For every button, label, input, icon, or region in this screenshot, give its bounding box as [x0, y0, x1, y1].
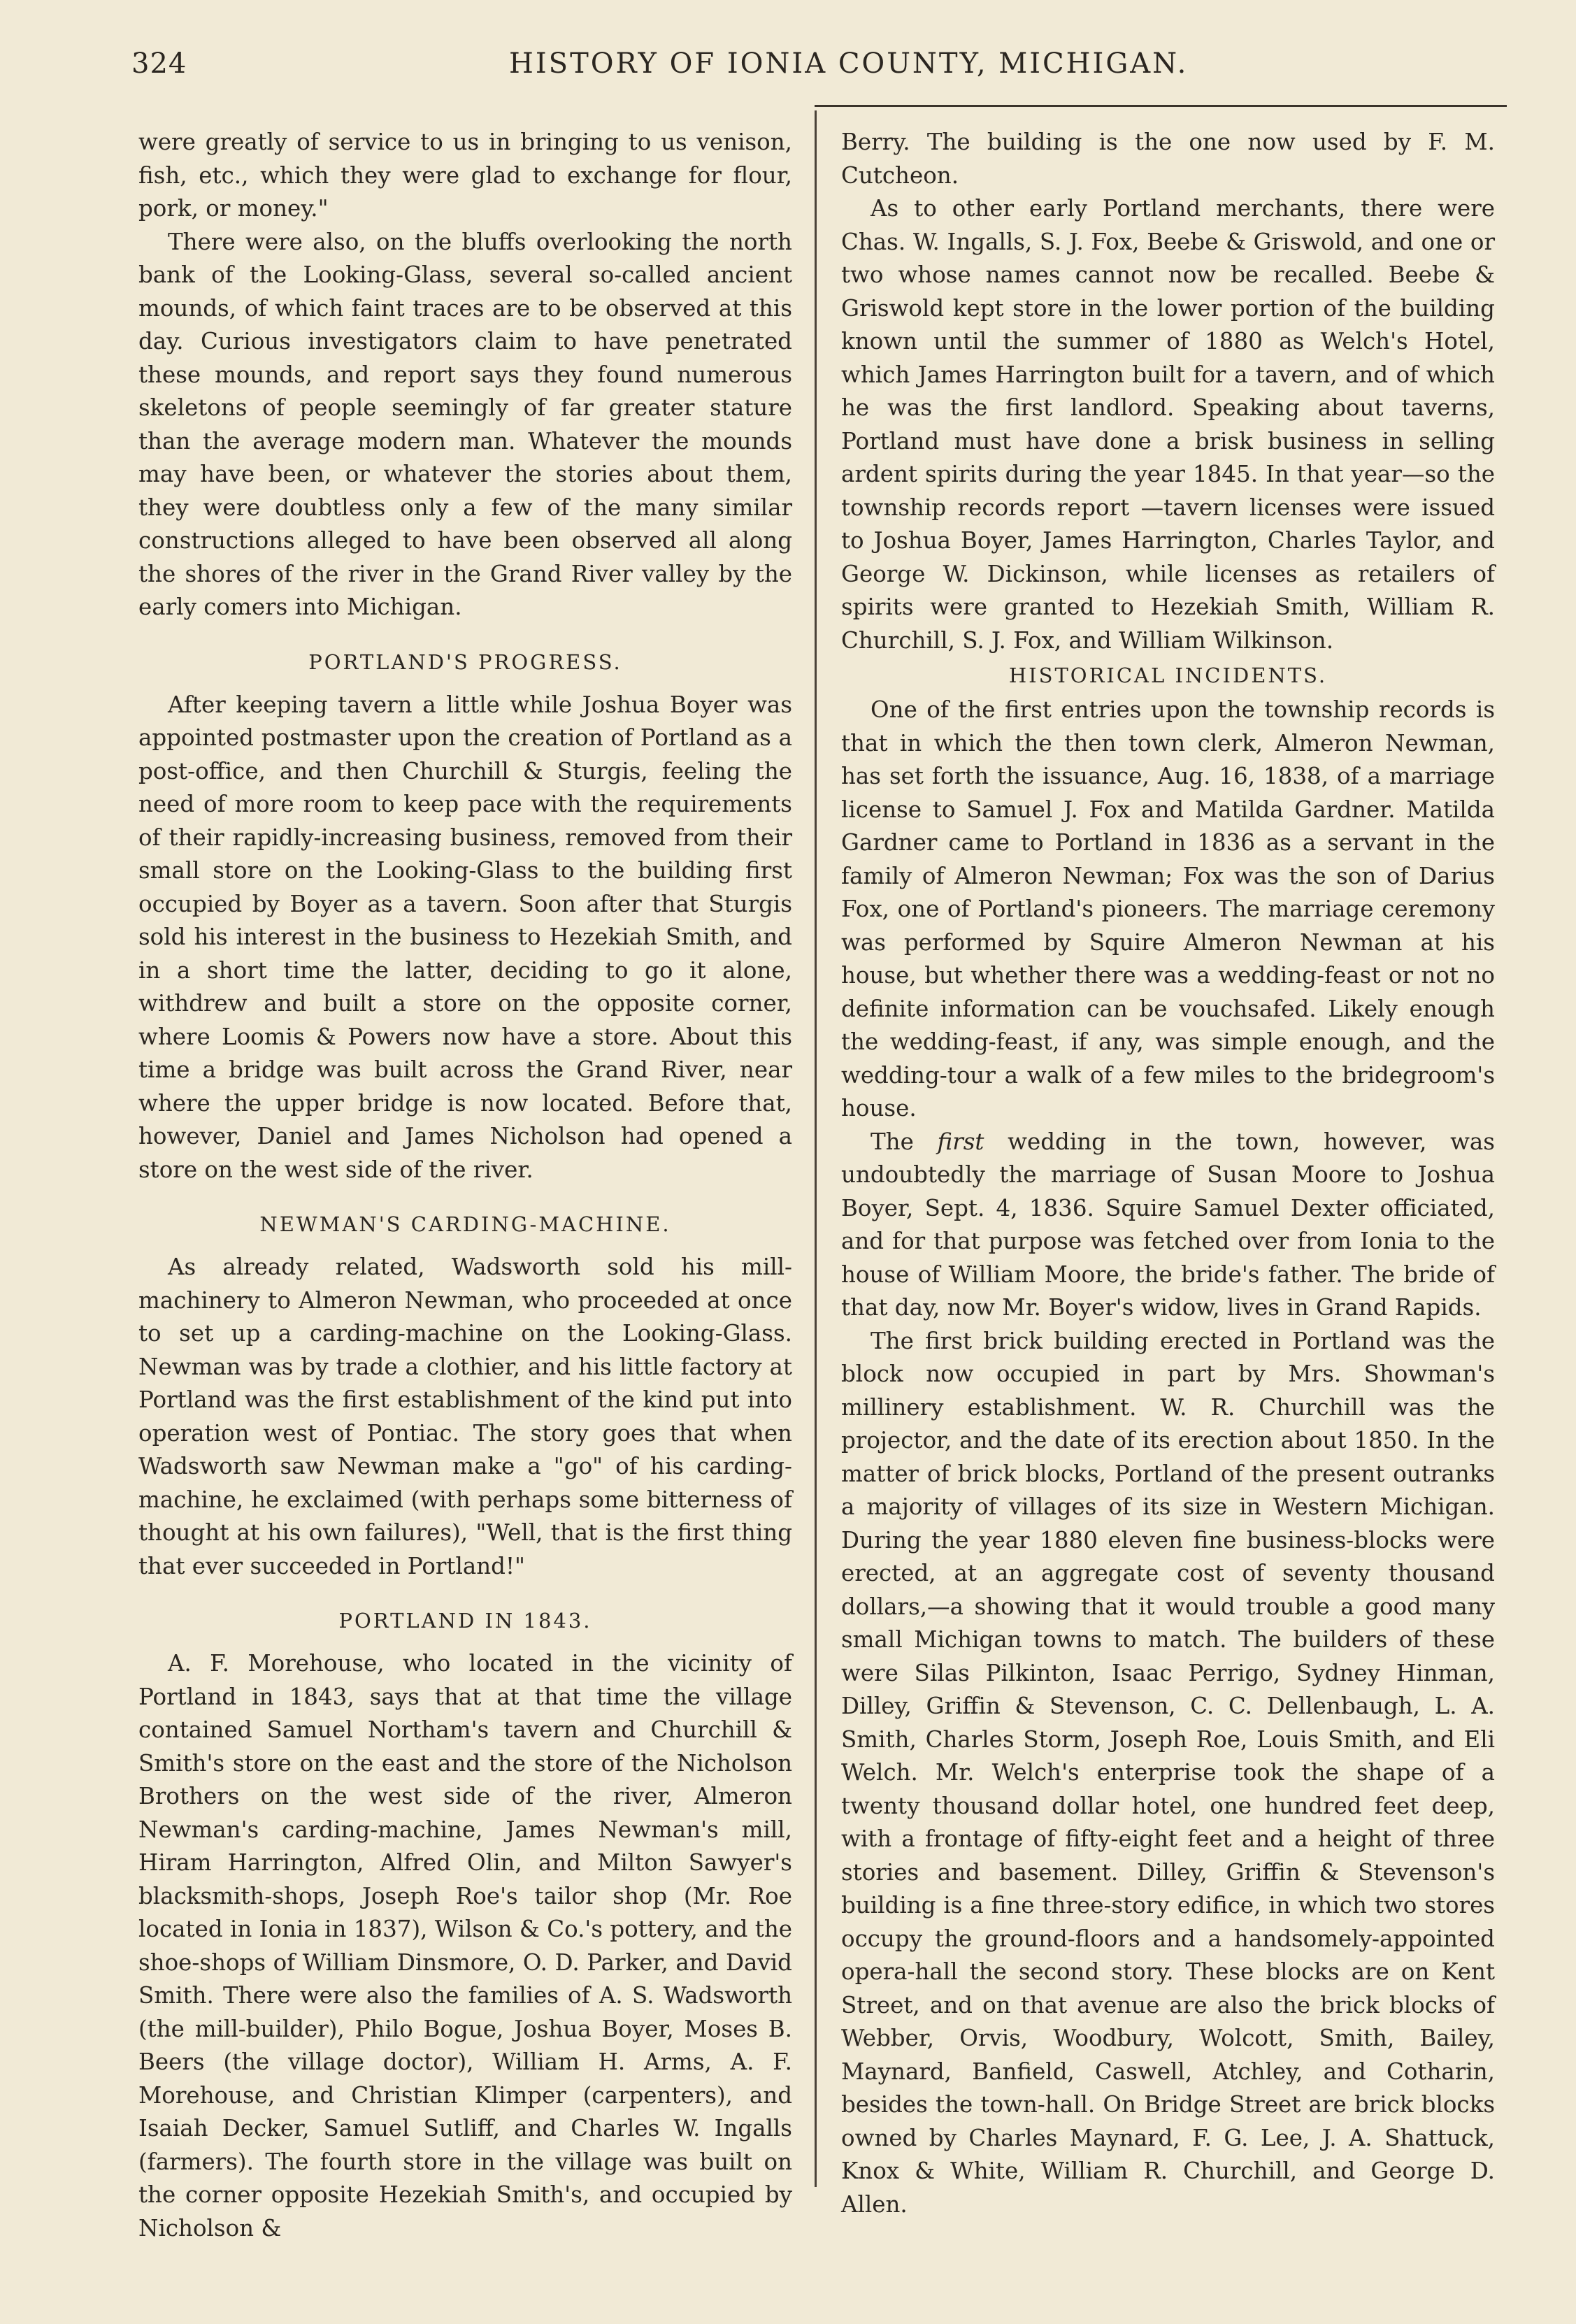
header-rule [815, 105, 1507, 107]
paragraph: One of the first entries upon the township records is that in which the then town clerk, Almeron Newman, has set forth the issuance, Aug. 16, 1838, of a marriage license to Samuel J. Fox and Matilda Gardner. Matilda Gardner came to Portland in 1836 as a servant in the family of Almeron Newman; Fox was the son of Darius Fox, one of Portland's pioneers. The marriage ceremony was performed by Squire Almeron Newman at his house, but whether there was a wedding-feast or not no definite information can be vouchsafed. Likely enough the wedding-feast, if any, was simple enough, and the wedding-tour a walk of a few miles to the bridegroom's house. [841, 696, 1495, 1121]
column-divider [815, 110, 817, 2187]
paragraph [841, 1126, 1495, 1325]
paragraph: The first brick building erected in Portland was the block now occupied in part by Mrs. Showman's millinery establishment. W. R. Churchill was the projector, and the date of its erection about 1850. In the matter of brick blocks, Portland of the present outranks a majority of villages of its size in Western Michigan. During the year 1880 eleven fine business-blocks were erected, at an aggregate cost of seventy thousand dollars,—a showing that it would trouble a good many small Michigan towns to match. The builders of these were Silas Pilkinton, Isaac Perrigo, Sydney Hinman, Dilley, Griffin & Stevenson, C. C. Dellenbaugh, L. A. Smith, Charles Storm, Joseph Roe, Louis Smith, and Eli Welch. Mr. Welch's enterprise took the shape of a twenty thousand dollar hotel, one hundred feet deep, with a frontage of fifty-eight feet and a height of three stories and basement. Dilley, Griffin & Stevenson's building is a fine three-story edifice, in which two stores occupy the ground-floors and a handsomely-appointed opera-hall the second story. These blocks are on Kent Street, and on that avenue are also the brick blocks of Webber, Orvis, Woodbury, Wolcott, Smith, Bailey, Maynard, Banfield, Caswell, Atchley, and Cotharin, besides the town-hall. On Bridge Street are brick blocks owned by Charles Maynard, F. G. Lee, J. A. Shattuck, Knox & White, William R. Churchill, and George D. Allen. [841, 1327, 1495, 2218]
paragraph: A. F. Morehouse, who located in the vicinity of Portland in 1843, says that at that time the village contained Samuel Northam's tavern and Churchill & Smith's store on the east and the store of the Nicholson Brothers on the west side of the river, Almeron Newman's carding-machine, James Newman's mill, Hiram Harrington, Alfred Olin, and Milton Sawyer's blacksmith-shops, Joseph Roe's tailor shop (Mr. Roe located in Ionia in 1837), Wilson & Co.'s pottery, and the shoe-shops of William Dinsmore, O. D. Parker, and David Smith. There were also the families of A. S. Wadsworth (the mill-builder), Philo Bogue, Joshua Boyer, Moses B. Beers (the village doctor), William H. Arms, A. F. Morehouse, and Christian Klimper (carpenters), and Isaiah Decker, Samuel Sutliff, and Charles W. Ingalls (farmers). The fourth store in the village was built on the corner opposite Hezekiah Smith's, and occupied by Nicholson & [138, 1650, 792, 2241]
running-title: HISTORY OF IONIA COUNTY, MICHIGAN. [509, 48, 1189, 80]
section-heading: PORTLAND'S PROGRESS. [308, 650, 622, 674]
paragraph: As already related, Wadsworth sold his mill-machinery to Almeron Newman, who proceeded at once to set up a carding-machine on the Looking-Glass. Newman was by trade a clothier, and his little factory at Portland was the first establishment of the kind put into operation west of Pontiac. The story goes that when Wadsworth saw Newman make a "go" of his carding-machine, he exclaimed (with perhaps some bitterness of thought at his own failures), "Well, that is the first thing that ever succeeded in Portland!" [138, 1254, 792, 1579]
paragraph: Berry. The building is the one now used by F. M. Cutcheon. [841, 129, 1495, 189]
paragraph: After keeping tavern a little while Joshua Boyer was appointed postmaster upon the creation of Portland as a post-office, and then Churchill & Sturgis, feeling the need of more room to keep pace with the requirements of their rapidly-increasing business, removed from their small store on the Looking-Glass to the building first occupied by Boyer as a tavern. Soon after that Sturgis sold his interest in the business to Hezekiah Smith, and in a short time the latter, deciding to go it alone, withdrew and built a store on the opposite corner, where Loomis & Powers now have a store. About this time a bridge was built across the Grand River, near where the upper bridge is now located. Before that, however, Daniel and James Nicholson had opened a store on the west side of the river. [138, 691, 792, 1183]
paragraph: There were also, on the bluffs overlooking the north bank of the Looking-Glass, several so-called ancient mounds, of which faint traces are to be observed at this day. Curious investigators claim to have penetrated these mounds, and report says they found numerous skeletons of people seemingly of far greater stature than the average modern man. Whatever the mounds may have been, or whatever the stories about them, they were doubtless only a few of the many similar constructions alleged to have been observed all along the shores of the river in the Grand River valley by the early comers into Michigan. [138, 228, 792, 620]
section-heading: HISTORICAL INCIDENTS. [1008, 664, 1328, 687]
text-run: The [871, 1128, 938, 1155]
text-run: wedding in the town, however, was undoubtedly the marriage of Susan Moore to Joshua Boyer, Sept. 4, 1836. Squire Samuel Dexter officiated, and for that purpose was fetched over from Ionia to the house of William Moore, the bride's father. The bride of that day, now Mr. Boyer's widow, lives in Grand Rapids. [841, 1128, 1495, 1321]
emphasis-first: first [937, 1128, 984, 1155]
right-column [841, 126, 1495, 2221]
section-heading: NEWMAN'S CARDING-MACHINE. [259, 1212, 671, 1236]
page-header [131, 42, 1502, 91]
page-number: 324 [131, 48, 187, 80]
paragraph: were greatly of service to us in bringing to us venison, fish, etc., which they were glad to exchange for flour, pork, or money." [138, 129, 792, 222]
section-heading: PORTLAND IN 1843. [338, 1609, 592, 1633]
paragraph: As to other early Portland merchants, there were Chas. W. Ingalls, S. J. Fox, Beebe & Griswold, and one or two whose names cannot now be recalled. Beebe & Griswold kept store in the lower portion of the building known until the summer of 1880 as Welch's Hotel, which James Harrington built for a tavern, and of which he was the first landlord. Speaking about taverns, Portland must have done a brisk business in selling ardent spirits during the year 1845. In that year—so the township records report —tavern licenses were issued to Joshua Boyer, James Harrington, Charles Taylor, and George W. Dickinson, while licenses as retailers of spirits were granted to Hezekiah Smith, William R. Churchill, S. J. Fox, and William Wilkinson. [841, 195, 1495, 654]
left-column [138, 126, 792, 2245]
